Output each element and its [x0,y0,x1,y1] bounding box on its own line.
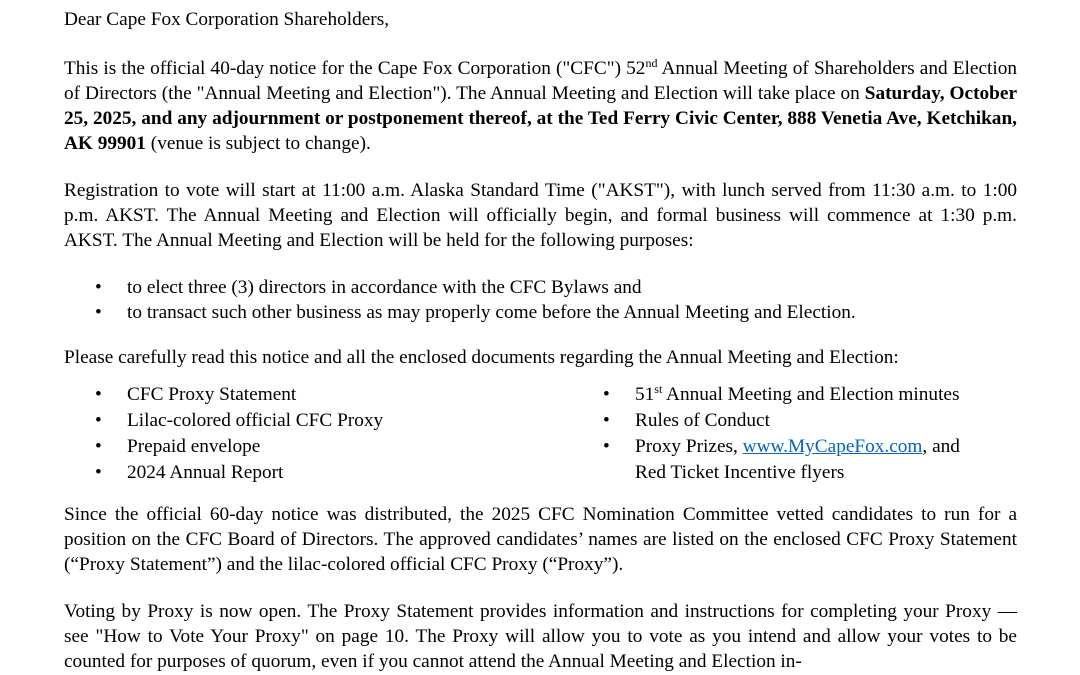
read-notice-paragraph: Please carefully read this notice and all the enclosed documents regarding the Annual Meeting and Election: [64,347,899,368]
bullet-icon: • [95,436,102,457]
list-item [64,434,572,460]
documents-list-left [64,382,572,486]
enclosed-documents [64,382,1017,486]
minutes-text: Annual Meeting and Election minutes [662,384,960,405]
list-item [64,300,1017,325]
minutes-number: 51 [635,384,655,405]
registration-paragraph: Registration to vote will start at 11:00 a.m. Alaska Standard Time ("AKST"), with lunch served from 11:30 a.m. to 1:00 p.m. AKST. The Annual Meeting and Election will officially begin, and formal business will commence at 1:30 p.m. AKST. The Annual Meeting and Election will be held for the following purposes: [64,180,1017,251]
document-name: CFC Proxy Statement [127,384,297,405]
purposes-list [64,275,1017,325]
bullet-icon: • [95,277,102,298]
bullet-icon: • [95,462,102,483]
mycapefox-link[interactable]: www.MyCapeFox.com [742,436,923,457]
list-item [572,434,1017,486]
list-item [64,460,572,486]
notice-text-3: (venue is subject to change). [145,133,371,154]
letter-page [64,7,1017,674]
bullet-icon: • [603,384,610,405]
notice-text-2: Annual Meeting of Shareholders and Election of Directors (the "Annual Meeting and Election"). The Annual Meeting and Election will take place on [64,58,1018,104]
ordinal-suffix: nd [645,56,658,70]
bullet-icon: • [603,410,610,431]
voting-paragraph: Voting by Proxy is now open. The Proxy Statement provides information and instructions for completing your Proxy — see "How to Vote Your Proxy" on page 10. The Proxy will allow you to vote as you intend and allow your votes to be counted for purposes of quorum, even if you cannot attend the Annual Meeting and Election in- [64,601,1017,672]
prizes-suffix: , and [922,436,960,457]
document-name: 2024 Annual Report [127,462,284,483]
prizes-line-two: Red Ticket Incentive flyers [635,462,845,483]
bullet-icon: • [603,436,610,457]
list-item [572,382,1017,408]
list-item [64,382,572,408]
prizes-prefix: Proxy Prizes, [635,436,743,457]
purpose-text: to elect three (3) directors in accordance with the CFC Bylaws and [127,277,642,298]
bullet-icon: • [95,410,102,431]
nomination-paragraph: Since the official 60-day notice was distributed, the 2025 CFC Nomination Committee vetted candidates to run for a position on the CFC Board of Directors. The approved candidates’ names are listed on the enclosed CFC Proxy Statement (“Proxy Statement”) and the lilac-colored official CFC Proxy (“Proxy”). [64,504,1017,575]
document-name: Rules of Conduct [635,410,770,431]
bullet-icon: • [95,302,102,323]
documents-list-right [572,382,1017,486]
meeting-date-location: Saturday, October 25, 2025, and any adjournment or postponement thereof, at the Ted Ferry Civic Center, 888 Venetia Ave, Ketchikan, AK 99901 [64,83,1017,154]
list-item [64,408,572,434]
document-name: Prepaid envelope [127,436,261,457]
purpose-text: to transact such other business as may properly come before the Annual Meeting and Election. [127,302,856,323]
document-name: Lilac-colored official CFC Proxy [127,410,384,431]
list-item [64,275,1017,300]
bullet-icon: • [95,384,102,405]
notice-text-1: This is the official 40-day notice for the Cape Fox Corporation ("CFC") 52 [64,58,646,79]
ordinal-suffix: st [654,382,663,396]
salutation: Dear Cape Fox Corporation Shareholders, [64,9,390,30]
list-item [572,408,1017,434]
notice-paragraph [64,56,1017,156]
